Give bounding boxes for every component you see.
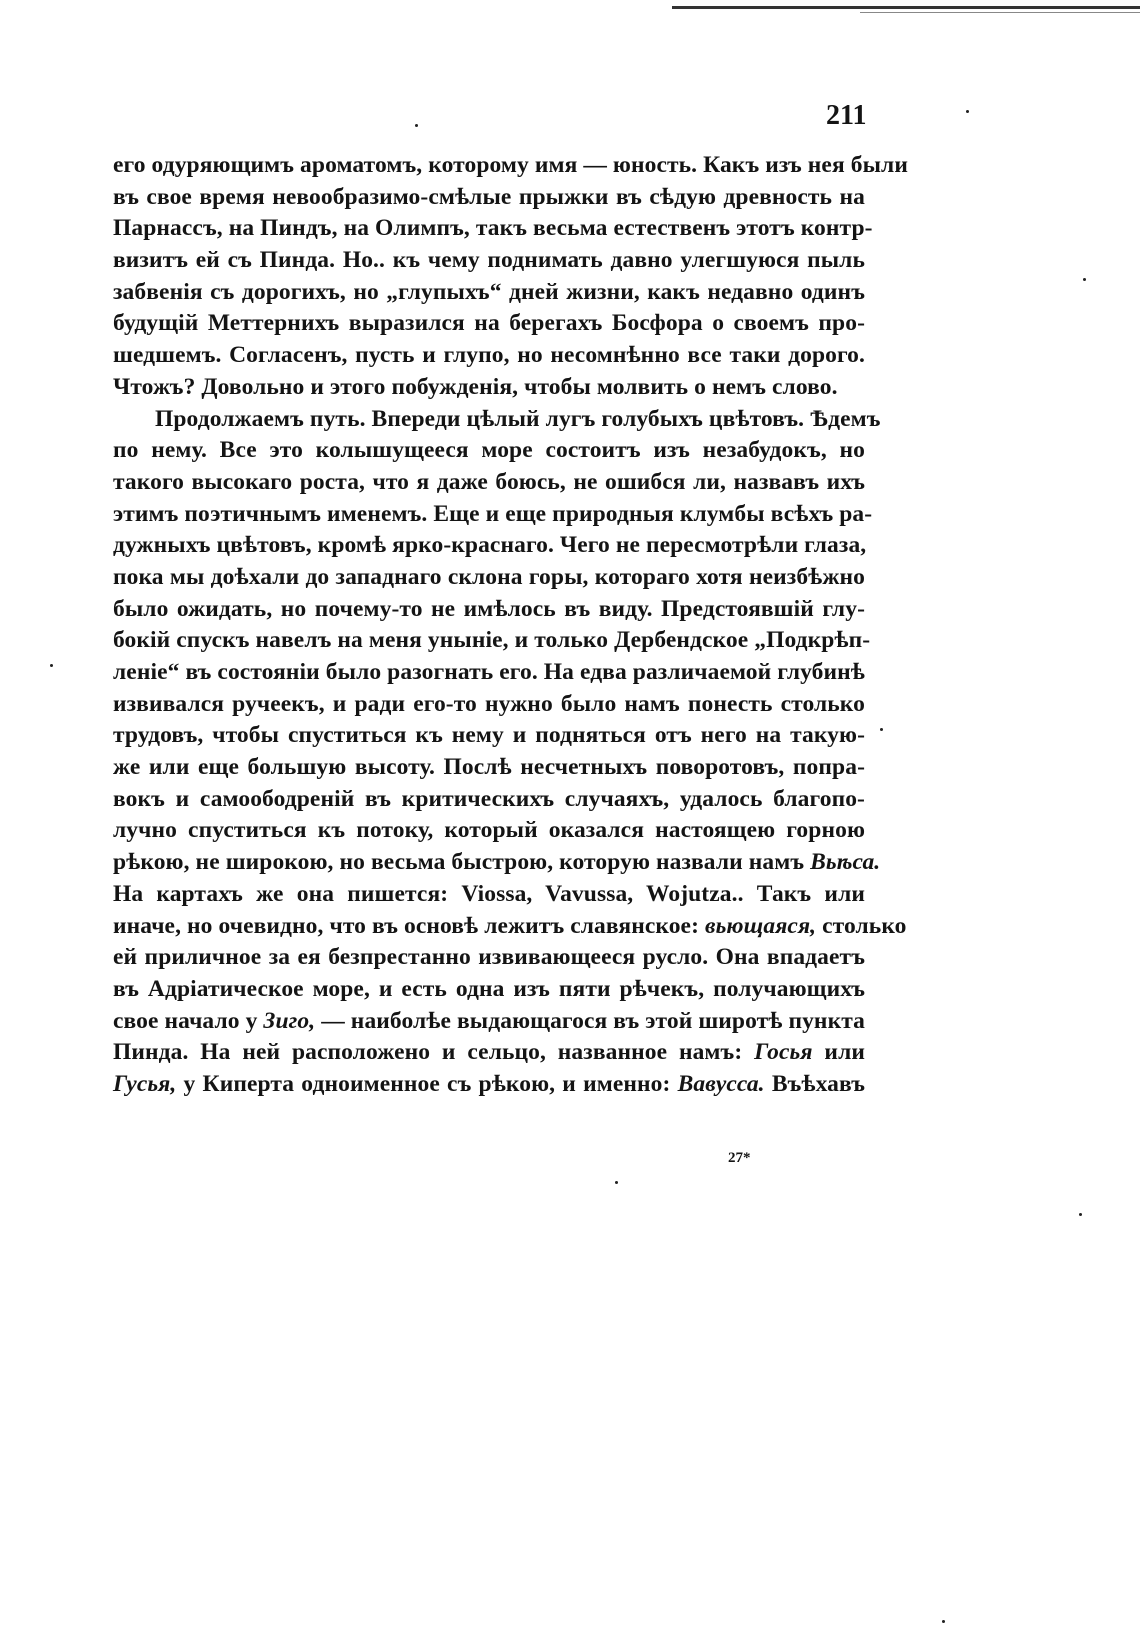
text-line: такого высокаго роста, что я даже боюсь, не ошибся ли, назвавъ ихъ xyxy=(113,468,865,495)
text-run: или xyxy=(812,1039,865,1066)
scan-speck xyxy=(615,1181,618,1184)
text-line: его одуряющимъ ароматомъ, которому имя — юность. Какъ изъ нея были xyxy=(113,152,908,178)
text-line: же или еще большую высоту. Послѣ несчетныхъ поворотовъ, попра- xyxy=(113,754,865,781)
text-line: шедшемъ. Согласенъ, пусть и глупо, но несомнѣнно все таки дорого. xyxy=(113,342,865,369)
italic-word: Гусья, xyxy=(113,1070,177,1097)
italic-word: Госья xyxy=(754,1039,813,1066)
italic-word: Вьѣса. xyxy=(810,849,881,876)
text-line xyxy=(113,1006,865,1038)
scan-speck xyxy=(966,110,969,113)
text-line: дужныхъ цвѣтовъ, кромѣ ярко-краснаго. Чего не пересмотрѣли глаза, xyxy=(113,532,867,559)
scan-speck xyxy=(880,728,883,731)
text-run: свое начало у xyxy=(113,1007,264,1034)
text-line: леніе“ въ состояніи было разогнать его. На едва различаемой глубинѣ xyxy=(113,659,866,685)
text-run: у Киперта одноименное съ рѣкою, и именно: xyxy=(176,1070,678,1097)
scan-speck xyxy=(942,1620,945,1623)
text-line xyxy=(113,1069,865,1101)
text-run: — наиболѣе выдающагося въ этой широтѣ пункта xyxy=(315,1007,865,1034)
text-run: рѣкою, не широкою, но весьма быстрою, которую назвали намъ xyxy=(113,849,811,876)
printer-signature-mark: 27* xyxy=(728,1150,751,1166)
scan-speck xyxy=(415,124,418,127)
text-line: въ Адріатическое море, и есть одна изъ пяти рѣчекъ, получающихъ xyxy=(113,975,865,1002)
text-line: визитъ ей съ Пинда. Но.. къ чему поднимать давно улегшуюся пыль xyxy=(113,247,865,274)
text-line xyxy=(113,1037,865,1069)
text-line: извивался ручеекъ, и ради его-то нужно было намъ понесть столько xyxy=(113,690,865,717)
text-line: Продолжаемъ путь. Впереди цѣлый лугъ голубыхъ цвѣтовъ. Ѣдемъ xyxy=(155,405,881,432)
text-line xyxy=(113,911,907,943)
scan-speck xyxy=(50,664,53,667)
text-run: иначе, но очевидно, что въ основѣ лежитъ славянское: xyxy=(113,912,705,939)
text-run: столько xyxy=(816,912,907,939)
text-line: по нему. Все это колышущееся море состоитъ изъ незабудокъ, но xyxy=(113,437,865,464)
text-line: Парнассъ, на Пиндъ, на Олимпъ, такъ весьма естественъ этотъ контр- xyxy=(113,215,873,242)
text-line: На картахъ же она пишется: Viossa, Vavussa, Wojutza.. Такъ или xyxy=(113,880,865,907)
page-number: 211 xyxy=(826,100,867,131)
text-line: въ свое время невообразимо-смѣлые прыжки въ сѣдую древность на xyxy=(113,183,865,210)
text-line: лучно спуститься къ потоку, который оказался настоящею горною xyxy=(113,817,865,844)
text-line: было ожидать, но почему-то не имѣлось въ виду. Предстоявшій глу- xyxy=(113,595,865,622)
text-line: вокъ и самоободреній въ критическихъ случаяхъ, удалось благопо- xyxy=(113,785,865,812)
italic-word: Вавусса. xyxy=(677,1070,765,1097)
text-line: этимъ поэтичнымъ именемъ. Еще и еще природныя клумбы всѣхъ ра- xyxy=(113,500,873,527)
italic-word: Зиго, xyxy=(263,1007,316,1034)
top-edge-rule-thin xyxy=(860,12,1140,13)
text-line: ей приличное за ея безпрестанно извивающееся русло. Она впадаетъ xyxy=(113,944,865,971)
top-edge-rule xyxy=(672,6,1140,9)
text-run: Пинда. На ней расположено и сельцо, названное намъ: xyxy=(113,1039,755,1066)
italic-word: вьющаяся, xyxy=(704,912,817,939)
text-run: Въѣхавъ xyxy=(764,1070,865,1097)
text-line: пока мы доѣхали до западнаго склона горы, котораго хотя неизбѣжно xyxy=(113,563,865,590)
text-line: Чтожъ? Довольно и этого побужденія, чтобы молвить о немъ слово. xyxy=(113,373,838,400)
text-line: забвенія съ дорогихъ, но „глупыхъ“ дней жизни, какъ недавно одинъ xyxy=(113,278,865,305)
scan-speck xyxy=(1079,1213,1082,1216)
text-line xyxy=(113,847,881,879)
text-line: бокій спускъ навелъ на меня уныніе, и только Дербендское „Подкрѣп- xyxy=(113,627,871,654)
body-text xyxy=(113,150,908,1101)
text-line: будущій Меттернихъ выразился на берегахъ Босфора о своемъ про- xyxy=(113,310,865,337)
text-line: трудовъ, чтобы спуститься къ нему и подняться отъ него на такую- xyxy=(113,722,865,749)
scan-speck xyxy=(1083,278,1086,281)
